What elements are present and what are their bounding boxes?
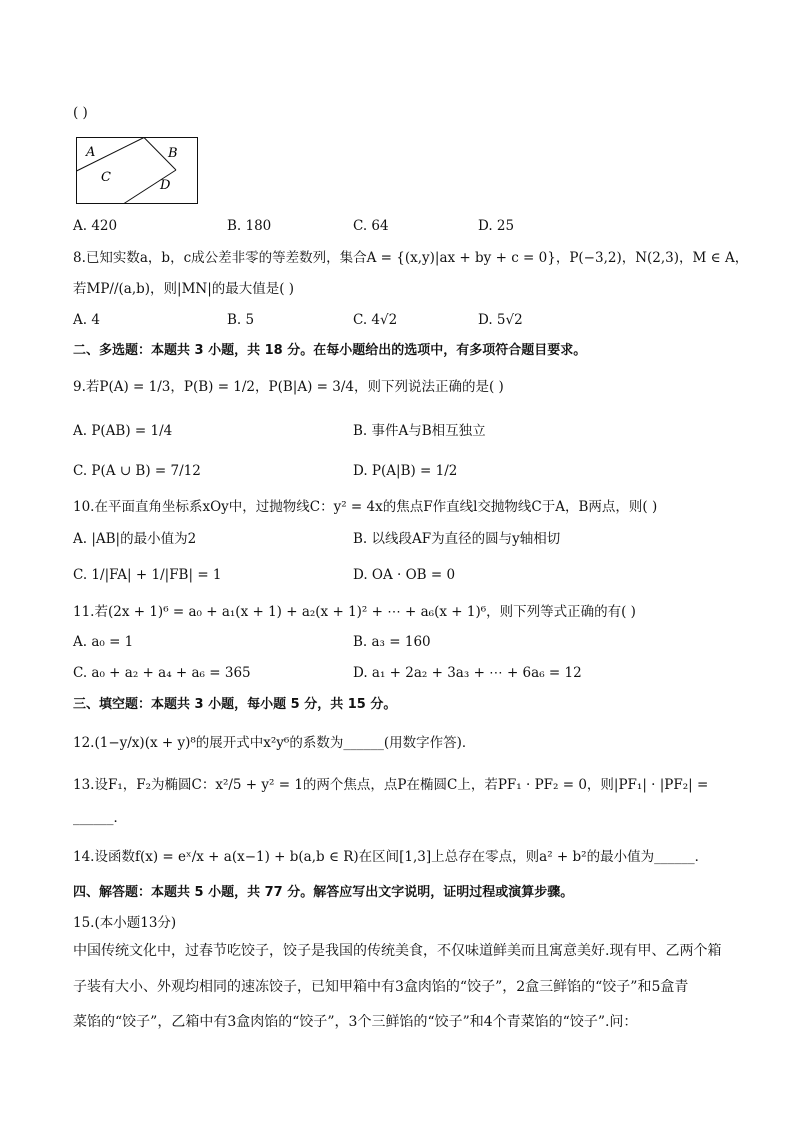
q8-stem-line2: 若MP//(a,b)，则|MN|的最大值是( ) [73,281,295,297]
q14-stem: 14.设函数f(x) = eˣ/x + a(x−1) + b(a,b ∈ R)在区间[1,3]上总存在零点，则a² + b²的最小值为______． [73,849,709,865]
region-label-b: B [168,146,178,161]
q9-option-c[interactable]: C. P(A ∪ B) = 7/12 [73,463,201,479]
q13-stem-line2: ______． [73,810,127,826]
q12-stem: 12.(1−y/x)(x + y)⁸的展开式中x²y⁶的系数为______(用数字作答)． [73,735,476,751]
region-label-d: D [160,178,171,193]
region-figure [76,137,200,209]
q8-stem-line1: 8.已知实数a，b，c成公差非零的等差数列，集合A = {(x,y)|ax + by + c = 0}，P(−3,2)，N(2,3)，M ∈ A， [73,250,749,266]
section-3-heading: 三、填空题：本题共 3 小题，每小题 5 分，共 15 分。 [73,697,397,712]
q10-option-d[interactable]: D. OA · OB = 0 [353,567,456,583]
q8-option-c[interactable]: C. 4√2 [353,312,398,328]
q9-option-b[interactable]: B. 事件A与B相互独立 [353,423,486,439]
q7-option-c[interactable]: C. 64 [353,218,389,234]
q9-stem: 9.若P(A) = 1/3，P(B) = 1/2，P(B|A) = 3/4，则下列说法正确的是( ) [73,379,504,395]
q10-option-c[interactable]: C. 1/|FA| + 1/|FB| = 1 [73,567,222,583]
region-label-a: A [86,145,96,160]
q11-option-c[interactable]: C. a₀ + a₂ + a₄ + a₆ = 365 [73,665,251,681]
q11-option-d[interactable]: D. a₁ + 2a₂ + 3a₃ + ⋯ + 6a₆ = 12 [353,665,582,681]
q10-option-a[interactable]: A. |AB|的最小值为2 [73,531,197,547]
region-diagram [76,137,200,205]
region-label-c: C [101,170,111,185]
q8-option-a[interactable]: A. 4 [73,312,100,328]
q13-stem-line1: 13.设F₁，F₂为椭圆C：x²/5 + y² = 1的两个焦点，点P在椭圆C上，若PF₁ · PF₂ = 0，则|PF₁| · |PF₂| = [73,777,709,793]
q11-option-b[interactable]: B. a₃ = 160 [353,634,431,650]
section-2-heading: 二、多选题：本题共 3 小题，共 18 分。在每小题给出的选项中，有多项符合题目要求。 [73,343,587,358]
q9-option-d[interactable]: D. P(A|B) = 1/2 [353,463,458,479]
q7-answer-bracket: ( ) [73,105,88,121]
q8-option-d[interactable]: D. 5√2 [478,312,523,328]
q15-paragraph-line3: 菜馅的“饺子”，乙箱中有3盒肉馅的“饺子”，3个三鲜馅的“饺子”和4个青菜馅的“饺子”.问： [73,1014,638,1030]
q10-option-b[interactable]: B. 以线段AF为直径的圆与y轴相切 [353,531,561,547]
q15-paragraph-line2: 子装有大小、外观均相同的速冻饺子，已知甲箱中有3盒肉馅的“饺子”，2盒三鲜馅的“饺子”和5盒青 [73,979,689,995]
q11-option-a[interactable]: A. a₀ = 1 [73,634,134,650]
q7-option-b[interactable]: B. 180 [227,218,272,234]
q10-stem: 10.在平面直角坐标系xOy中，过抛物线C：y² = 4x的焦点F作直线l交抛物线C于A，B两点，则( ) [73,499,658,515]
q15-heading: 15.(本小题13分) [73,915,177,931]
q8-option-b[interactable]: B. 5 [227,312,255,328]
q7-option-a[interactable]: A. 420 [73,218,118,234]
q7-option-d[interactable]: D. 25 [478,218,515,234]
q9-option-a[interactable]: A. P(AB) = 1/4 [73,423,173,439]
q11-stem: 11.若(2x + 1)⁶ = a₀ + a₁(x + 1) + a₂(x + 1)² + ⋯ + a₆(x + 1)⁶，则下列等式正确的有( ) [73,604,636,620]
section-4-heading: 四、解答题：本题共 5 小题，共 77 分。解答应写出文字说明，证明过程或演算步骤。 [73,885,574,900]
q15-paragraph-line1: 中国传统文化中，过春节吃饺子，饺子是我国的传统美食，不仅味道鲜美而且寓意美好.现有甲、乙两个箱 [73,943,722,959]
